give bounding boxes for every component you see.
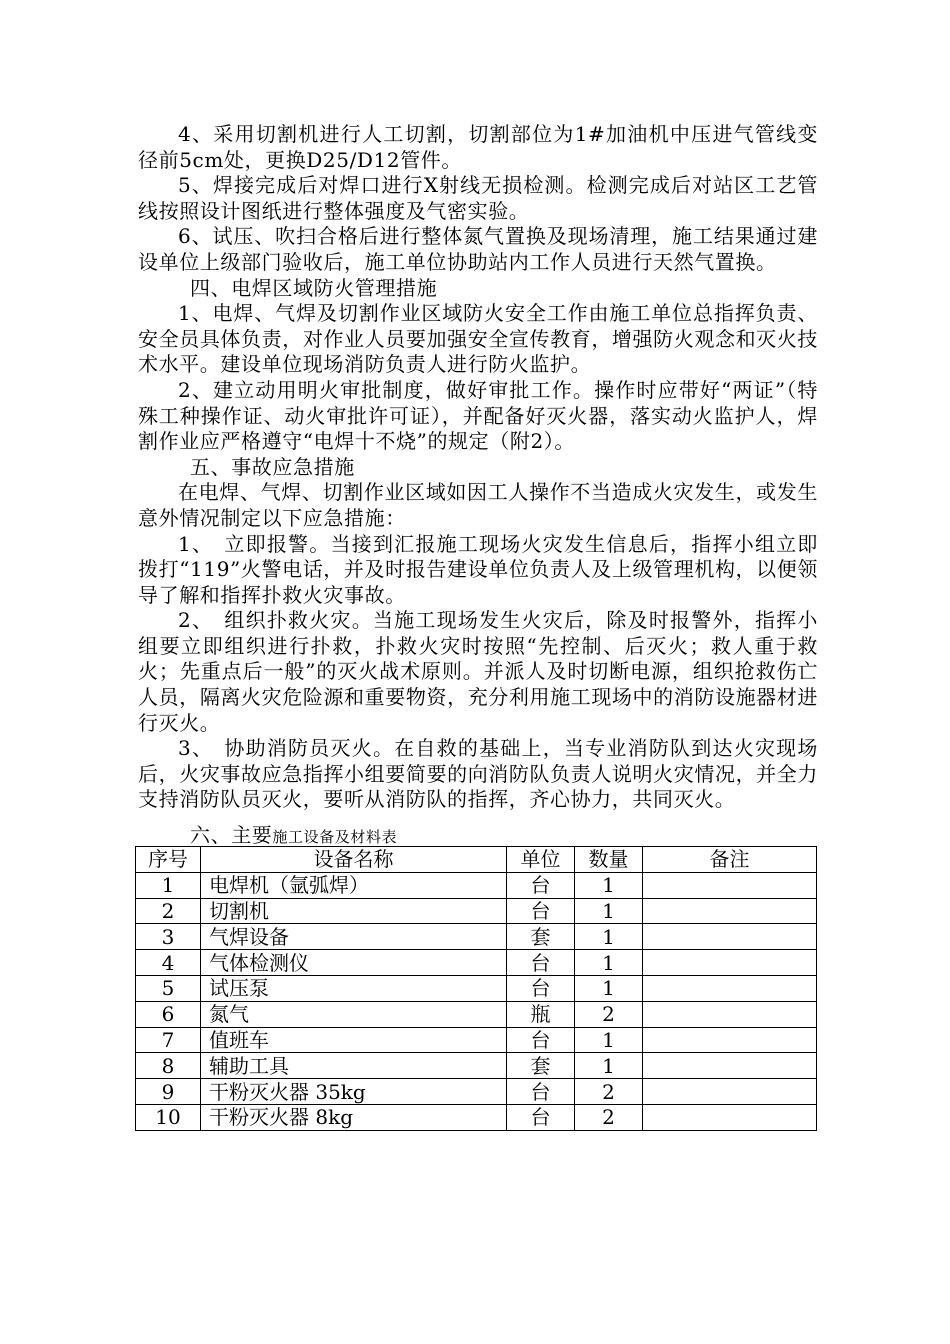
- paragraph-emergency-3: 3、 协助消防员灭火。在自救的基础上，当专业消防队到达火灾现场后，火灾事故应急指挥小组要简要的向消防队负责人说明火灾情况，并全力支持消防队员灭火，要听从消防队的指挥，齐心协力，共同灭火。: [138, 736, 818, 812]
- paragraph-emergency-intro: 在电焊、气焊、切割作业区域如因工人操作不当造成火灾发生，或发生意外情况制定以下应急措施：: [138, 480, 818, 530]
- table-row: 5 试压泵 台 1: [136, 975, 817, 1001]
- paragraph-emergency-2: 2、 组织扑救火灾。当施工现场发生火灾后，除及时报警外，指挥小组要立即组织进行扑救，扑救火灾时按照“先控制、后灭火；救人重于救火；先重点后一般”的灭火战术原则。并派人及时切断电源，组织抢救伤亡人员，隔离火灾危险源和重要物资，充分利用施工现场中的消防设施器材进行灭火。: [138, 608, 818, 735]
- paragraph-step-4: 4、采用切割机进行人工切割，切割部位为1#加油机中压进气管线变径前5cm处，更换D25/D12管件。: [138, 122, 818, 172]
- table-row: 8 辅助工具 套 1: [136, 1053, 817, 1079]
- header-unit: 单位: [507, 847, 575, 873]
- table-row: 7 值班车 台 1: [136, 1027, 817, 1053]
- table-row: 3 气焊设备 套 1: [136, 924, 817, 950]
- table-row: 4 气体检测仪 台 1: [136, 950, 817, 976]
- paragraph-step-5: 5、焊接完成后对焊口进行X射线无损检测。检测完成后对站区工艺管线按照设计图纸进行整体强度及气密实验。: [138, 173, 818, 223]
- paragraph-fire-1: 1、电焊、气焊及切割作业区域防火安全工作由施工单位总指挥负责、安全员具体负责，对作业人员要加强安全宣传教育，增强防火观念和灭火技术水平。建设单位现场消防负责人进行防火监护。: [138, 301, 818, 377]
- table-row: 1 电焊机（氩弧焊） 台 1: [136, 872, 817, 898]
- paragraph-emergency-1: 1、 立即报警。当接到汇报施工现场火灾发生信息后，指挥小组立即拨打“119”火警电话，并及时报告建设单位负责人及上级管理机构，以便领导了解和指挥扑救火灾事故。: [138, 531, 818, 607]
- table-header-row: [136, 847, 817, 873]
- table-row: 6 氮气 瓶 2: [136, 1001, 817, 1027]
- table-caption: [190, 824, 397, 848]
- paragraph-step-6: 6、试压、吹扫合格后进行整体氮气置换及现场清理，施工结果通过建设单位上级部门验收后，施工单位协助站内工作人员进行天然气置换。: [138, 224, 818, 274]
- header-name: 设备名称: [201, 847, 507, 873]
- table-row: 2 切割机 台 1: [136, 898, 817, 924]
- table-row: 10 干粉灭火器 8kg 台 2: [136, 1104, 817, 1130]
- header-index: 序号: [136, 847, 201, 873]
- section-heading-5: 五、事故应急措施: [190, 454, 355, 479]
- table-row: 9 干粉灭火器 35kg 台 2: [136, 1079, 817, 1105]
- table-caption-title: 施工设备及材料表: [272, 828, 398, 846]
- header-qty: 数量: [575, 847, 643, 873]
- paragraph-fire-2: 2、建立动用明火审批制度，做好审批工作。操作时应带好“两证”（特殊工种操作证、动火审批许可证），并配备好灭火器，落实动火监护人，焊割作业应严格遵守“电焊十不烧”的规定（附2）。: [138, 377, 818, 454]
- body-text: [138, 122, 818, 813]
- section-heading-4: 四、电焊区域防火管理措施: [190, 275, 438, 300]
- table-caption-prefix: 六、主要: [190, 823, 273, 847]
- header-remark: 备注: [643, 847, 817, 873]
- equipment-table: [135, 846, 817, 1131]
